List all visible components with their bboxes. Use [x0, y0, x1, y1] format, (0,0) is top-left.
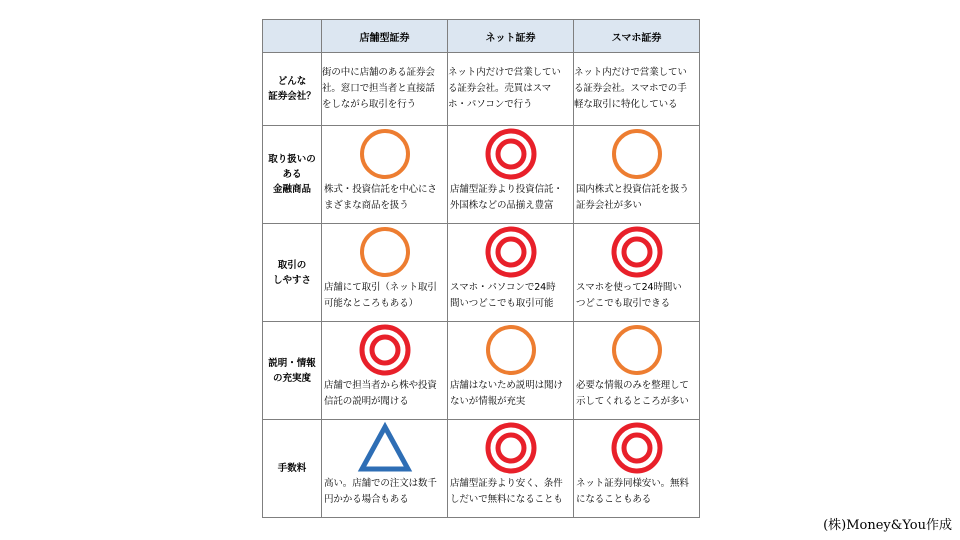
table-cell: 店舗にて取引（ネット取引 可能なところもある）: [322, 224, 448, 322]
corner-cell: [263, 20, 322, 53]
double-circle-icon: [609, 225, 665, 279]
header-store-securities: 店舗型証券: [322, 20, 448, 53]
table-row: [263, 420, 700, 518]
single-circle-icon: [609, 323, 665, 377]
double-circle-icon: [357, 323, 413, 377]
single-circle-icon: [483, 323, 539, 377]
table-cell: 店舗はないため説明は聞け ないが情報が充実: [448, 322, 574, 420]
table-cell: 店舗型証券より投資信託・ 外国株などの品揃え豊富: [448, 126, 574, 224]
triangle-icon: [357, 421, 413, 475]
header-row: [263, 20, 700, 53]
table-cell: 必要な情報のみを整理して 示してくれるところが多い: [574, 322, 700, 420]
credit-text: (株)Money&You作成: [823, 518, 952, 533]
row-header: 取引の しやすさ: [263, 224, 322, 322]
table-cell: ネット証券同様安い。無料 になることもある: [574, 420, 700, 518]
comparison-table: [262, 19, 700, 518]
table-row: [263, 53, 700, 126]
double-circle-icon: [609, 421, 665, 475]
table-row: [263, 322, 700, 420]
table-cell: 高い。店舗での注文は数千 円かかる場合もある: [322, 420, 448, 518]
table-row: [263, 224, 700, 322]
row-header: 取り扱いの ある 金融商品: [263, 126, 322, 224]
header-smartphone-securities: スマホ証券: [574, 20, 700, 53]
table-cell: スマホを使って24時間い つどこでも取引できる: [574, 224, 700, 322]
table-cell: ネット内だけで営業してい る証券会社。スマホでの手 軽な取引に特化している: [574, 53, 700, 126]
table-cell: スマホ・パソコンで24時 間いつどこでも取引可能: [448, 224, 574, 322]
table-cell: 店舗型証券より安く、条件 しだいで無料になることも: [448, 420, 574, 518]
row-header: 説明・情報 の充実度: [263, 322, 322, 420]
table-cell: 株式・投資信託を中心にさ まざまな商品を扱う: [322, 126, 448, 224]
row-header: どんな 証券会社？: [263, 53, 322, 126]
single-circle-icon: [357, 225, 413, 279]
single-circle-icon: [357, 127, 413, 181]
single-circle-icon: [609, 127, 665, 181]
table-cell: 街の中に店舗のある証券会 社。窓口で担当者と直接話 をしながら取引を行う: [322, 53, 448, 126]
header-online-securities: ネット証券: [448, 20, 574, 53]
table-row: [263, 126, 700, 224]
double-circle-icon: [483, 421, 539, 475]
table-cell: 国内株式と投資信託を扱う 証券会社が多い: [574, 126, 700, 224]
table-cell: ネット内だけで営業してい る証券会社。売買はスマ ホ・パソコンで行う: [448, 53, 574, 126]
table-cell: 店舗で担当者から株や投資 信託の説明が聞ける: [322, 322, 448, 420]
row-header: 手数料: [263, 420, 322, 518]
double-circle-icon: [483, 225, 539, 279]
double-circle-icon: [483, 127, 539, 181]
